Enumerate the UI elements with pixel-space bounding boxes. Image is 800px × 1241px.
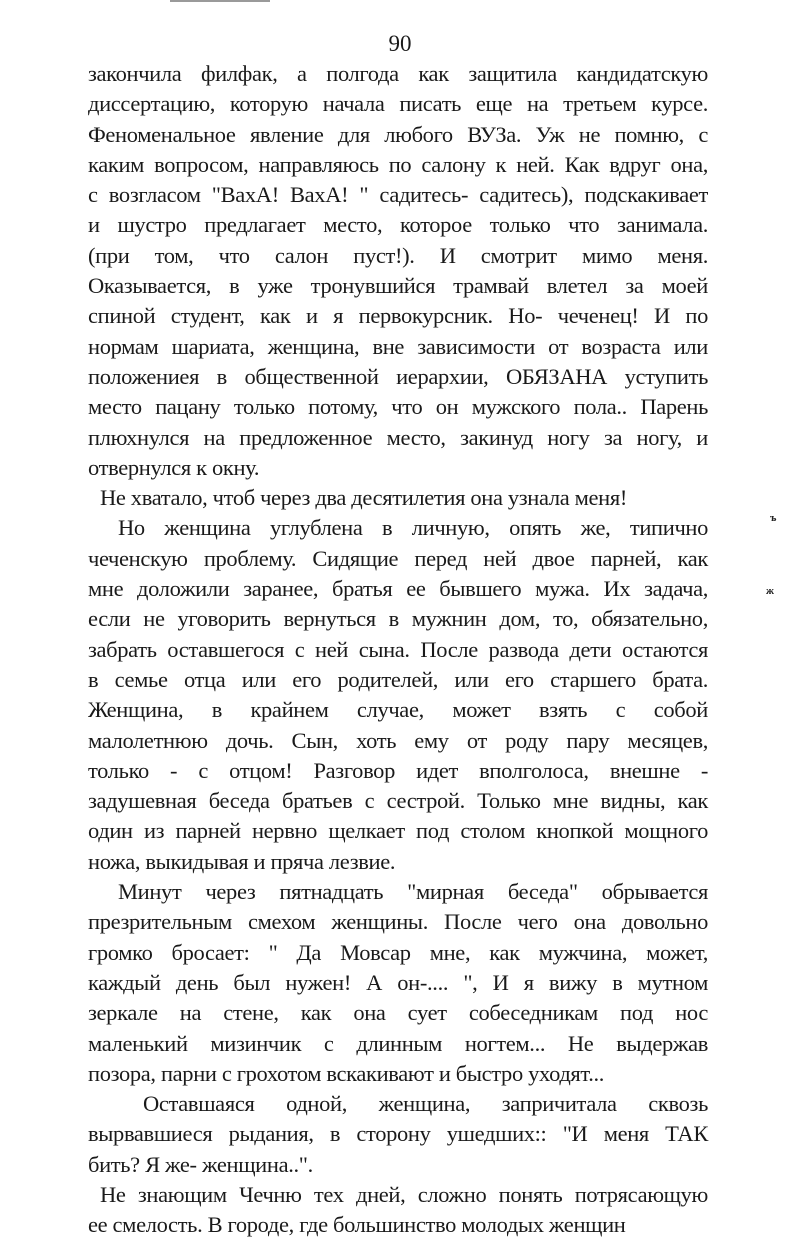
text-line: чеченскую проблему. Сидящие перед ней двое парней, как bbox=[88, 545, 708, 571]
text-line: маленький мизинчик с длинным ногтем... Не выдержав bbox=[88, 1030, 708, 1056]
text-line: с возгласом "ВахА! ВахА! " садитесь- садитесь), подскакивает bbox=[88, 182, 708, 208]
text-line: Но женщина углублена в личную, опять же, типично bbox=[118, 515, 708, 541]
text-line: и шустро предлагает место, которое только что занимала. bbox=[88, 212, 708, 238]
text-line: в семье отца или его родителей, или его старшего брата. bbox=[88, 666, 708, 692]
text-line: ее смелость. В городе, где большинство молодых женщин bbox=[88, 1212, 626, 1238]
text-line: закончила филфак, а полгода как защитила кандидатскую bbox=[88, 61, 708, 86]
text-line: бить? Я же- женщина..". bbox=[88, 1151, 313, 1177]
text-line: мне доложили заранее, братья ее бывшего мужа. Их задача, bbox=[88, 576, 708, 602]
text-line: место пацану только потому, что он мужского пола.. Парень bbox=[88, 394, 708, 420]
text-line: плюхнулся на предложенное место, закинуд ногу за ногу, и bbox=[88, 424, 708, 450]
text-line: вырвавшиеся рыдания, в сторону ушедших:: "И меня ТАК bbox=[88, 1121, 708, 1147]
text-line: (при том, что салон пуст!). И смотрит мимо меня. bbox=[88, 242, 708, 268]
scan-artifact-line bbox=[170, 0, 270, 2]
text-line: позора, парни с грохотом вскакивают и быстро уходят... bbox=[88, 1060, 605, 1086]
text-line: ножа, выкидывая и пряча лезвие. bbox=[88, 848, 396, 874]
page-number: 90 bbox=[388, 31, 412, 56]
body-text bbox=[88, 59, 708, 1241]
text-line: Феноменальное явление для любого ВУЗа. Уж не помню, с bbox=[88, 121, 708, 147]
text-line: Оставшаяся одной, женщина, запричитала сквозь bbox=[143, 1091, 708, 1117]
margin-mark: ъ bbox=[770, 512, 777, 524]
text-line: громко бросает: " Да Мовсар мне, как мужчина, может, bbox=[88, 939, 708, 965]
text-line: если не уговорить вернуться в мужнин дом, то, обязательно, bbox=[88, 606, 708, 632]
text-line: презрительным смехом женщины. После чего она довольно bbox=[88, 909, 708, 935]
text-line: только - с отцом! Разговор идет вполголоса, внешне - bbox=[88, 757, 708, 783]
text-line: положениея в общественной иерархии, ОБЯЗАНА уступить bbox=[88, 363, 708, 389]
text-line: каждый день был нужен! А он-.... ", И я вижу в мутном bbox=[88, 969, 708, 995]
text-line: забрать оставшегося с ней сына. После развода дети остаются bbox=[88, 636, 708, 662]
text-line: один из парней нервно щелкает под столом кнопкой мощного bbox=[88, 818, 708, 844]
text-line: Женщина, в крайнем случае, может взять с собой bbox=[88, 697, 708, 723]
text-line: Не хватало, чтоб через два десятилетия она узнала меня! bbox=[100, 485, 627, 511]
text-line: спиной студент, как и я первокурсник. Но- чеченец! И по bbox=[88, 303, 708, 329]
text-line: нормам шариата, женщина, вне зависимости от возраста или bbox=[88, 333, 708, 359]
margin-mark: ж bbox=[766, 585, 774, 597]
text-line: Минут через пятнадцать "мирная беседа" обрывается bbox=[118, 879, 708, 905]
text-line: зеркале на стене, как она сует собеседникам под нос bbox=[88, 1000, 708, 1026]
text-line: диссертацию, которую начала писать еще на третьем курсе. bbox=[88, 91, 708, 117]
text-line: малолетнюю дочь. Сын, хоть ему от роду пару месяцев, bbox=[88, 727, 708, 753]
text-line: Не знающим Чечню тех дней, сложно понять потрясающую bbox=[100, 1181, 708, 1207]
text-line: Оказывается, в уже тронувшийся трамвай влетел за моей bbox=[88, 273, 708, 299]
text-line: задушевная беседа братьев с сестрой. Только мне видны, как bbox=[88, 788, 708, 814]
text-line: отвернулся к окну. bbox=[88, 454, 260, 480]
text-line: каким вопросом, направляюсь по салону к ней. Как вдруг она, bbox=[88, 151, 708, 177]
